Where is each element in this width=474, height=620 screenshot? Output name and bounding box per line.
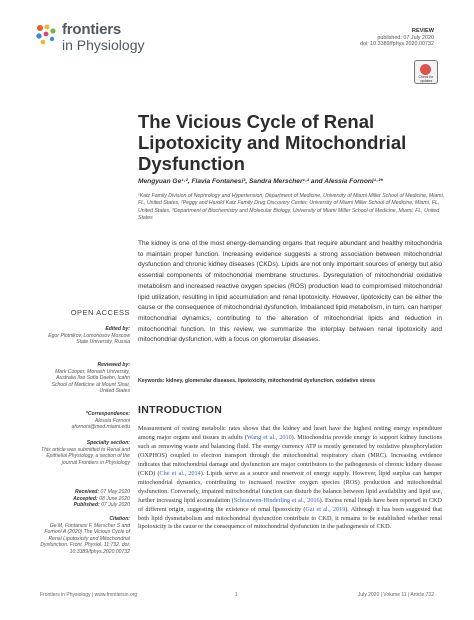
correspondence-heading: *Correspondence: bbox=[85, 411, 130, 417]
author-list: Mengyuan Ge¹·², Flavia Fontanesi³, Sandra Merscher¹·² and Alessia Fornoni¹·²* bbox=[138, 178, 383, 185]
article-title: The Vicious Cycle of Renal Lipotoxicity and Mitochondrial Dysfunction bbox=[138, 111, 407, 174]
citation-link[interactable]: Wang et al., 2010 bbox=[246, 433, 292, 441]
reviewed-by-heading: Reviewed by: bbox=[97, 362, 130, 368]
received-date: 07 May 2020 bbox=[100, 489, 130, 495]
published-date-side: 07 July 2020 bbox=[101, 502, 130, 509]
journal-logo[interactable] bbox=[34, 21, 174, 55]
published-heading: Published: bbox=[73, 502, 100, 509]
citation-link[interactable]: Gai et al., 2019 bbox=[305, 505, 346, 513]
specialty-section-block bbox=[40, 440, 130, 466]
correspondence-contact[interactable]: Alessia Fornoni afornoni@med.miami.edu bbox=[71, 417, 130, 431]
intro-text-3: ). Lipids serve as a source and reservoir of energy supply. However, lipid surplus can hamper mitochondrial dynamics, contributing to increased reactive oxygen species (ROS) production and mitochondrial dysfunction. Conversely, impaired mitochondrial function can disturb the balance between lipid availability and lipid use, further increasing lipid accumulation ( bbox=[138, 469, 442, 504]
logo-wordmark: frontiers bbox=[62, 21, 122, 38]
citation-heading: Citation: bbox=[109, 516, 130, 522]
affiliations: ¹Katz Family Division of Nephrology and Hypertension, Department of Medicine, University of Miami Miller School of Medicine, Miami, FL, United States, ²Peggy and Harold Katz Family Drug Discovery Center, University of Miami Miller School of Medicine, Miami, FL, United States, ³Department of Biochemistry and Molecular Biology, University of Miami Miller School of Medicine, Miami, FL, United States bbox=[138, 193, 445, 221]
accepted-date: 08 June 2020 bbox=[99, 495, 130, 502]
check-updates-icon bbox=[420, 64, 431, 75]
check-for-updates-button[interactable] bbox=[414, 60, 438, 84]
edited-by-names: Egor Plotnikov, Lomonosov Moscow State University, Russia bbox=[48, 332, 130, 346]
keywords bbox=[138, 378, 442, 385]
intro-text-1: Measurement of resting metabolic rates shows that the kidney and heart have the highest resting energy expenditure among major organs and tissues in adults ( bbox=[138, 425, 442, 441]
citation-link[interactable]: Che et al., 2014 bbox=[159, 469, 201, 477]
footer-journal-link[interactable]: Frontiers in Physiology | www.frontiersin.org bbox=[40, 592, 138, 598]
reviewed-by-names: Mark Cooper, Monash University, Australia Ilse Sofia Daehn, Icahn School of Medicine at Mount Sinai, United States bbox=[51, 368, 130, 395]
citation-link[interactable]: Schrauwen-Hinderling et al., 2016 bbox=[233, 496, 320, 504]
specialty-text: This article was submitted to Renal and Epithelial Physiology, a section of the journal Frontiers in Physiology bbox=[41, 446, 130, 466]
keywords-label: Keywords: bbox=[138, 378, 165, 384]
introduction-text bbox=[138, 425, 442, 532]
check-updates-label: Check for updates bbox=[418, 75, 434, 83]
received-heading: Received: bbox=[75, 489, 100, 495]
intro-text-4: ). Excess renal lipids have been reported in CKD of different origin, suggesting the existence of renal lipotoxicity ( bbox=[138, 496, 442, 513]
correspondence-block bbox=[40, 411, 130, 431]
page-number: 1 bbox=[235, 592, 238, 598]
introduction-heading: INTRODUCTION bbox=[138, 404, 223, 416]
citation-text: Ge M, Fontanesi F, Merscher S and Fornoni A (2020) The Vicious Cycle of Renal Lipotoxicity and Mitochondrial Dysfunction. Front. Physiol. 11:732. doi: 10.3389/fphys.2020.00732 bbox=[40, 522, 130, 555]
published-date: published: 07 July 2020 bbox=[377, 34, 434, 41]
specialty-heading: Specialty section: bbox=[86, 440, 130, 446]
citation-block bbox=[40, 516, 130, 556]
edited-by-heading: Edited by: bbox=[105, 326, 130, 332]
article-meta-header bbox=[360, 28, 434, 48]
accepted-heading: Accepted: bbox=[73, 495, 98, 502]
intro-text-2: ). Mitochondria provide energy to support kidney functions such as removing waste and balancing fluid. The energy currency ATP is mostly generated by oxidative phosphorylation (OXPHOS) coupled to electron transport through the mitochondrial respiratory chain (MRC). Increasing evidence indicates that mitochondrial damage and dysfunction are major contributors to the pathogenesis of chronic kidney disease (CKD) ( bbox=[138, 433, 442, 477]
frontiers-logo-icon bbox=[34, 23, 58, 47]
logo-journal-name: in Physiology bbox=[62, 37, 145, 53]
article-type: REVIEW bbox=[411, 28, 434, 34]
intro-text-5: ). Although it has been suggested that both lipid dysmetabolism and mitochondrial dysfunction contribute to CKD, it remains to be established whether renal lipotoxicity is the cause or the consequence of mitochondrial dysfunction in the pathogenesis of CKD. bbox=[138, 505, 442, 531]
dates-block bbox=[40, 489, 130, 509]
abstract: The kidney is one of the most energy-demanding organs that require abundant and healthy mitochondria to maintain proper function. Increasing evidence suggests a strong association between mitochondrial dysfunction and chronic kidney diseases (CKDs). Lipids are not only important sources of energy but also essential components of mitochondrial membrane structures. Dysregulation of mitochondrial oxidative metabolism and increased reactive oxygen species (ROS) production lead to compromised mitochondrial lipid utilization, resulting in lipid accumulation and renal lipotoxicity. However, lipotoxicity can be either the cause or the consequence of mitochondrial dysfunction. Imbalanced lipid metabolism, in turn, can hamper mitochondrial dynamics, contributing to the alteration of mitochondrial lipids and reduction in mitochondrial function. In this review, we summarize the interplay between renal lipotoxicity and mitochondrial dysfunction, with a focus on glomerular diseases. bbox=[138, 240, 442, 344]
doi-link[interactable]: doi: 10.3389/fphys.2020.00732 bbox=[359, 41, 434, 48]
footer-issue-info: July 2020 | Volume 11 | Article 732 bbox=[357, 592, 434, 598]
keywords-list: kidney, glomerular diseases, lipotoxicity, mitochondrial dysfunction, oxidative stress bbox=[165, 378, 376, 384]
reviewed-by-block bbox=[40, 362, 130, 395]
open-access-label: OPEN ACCESS bbox=[70, 308, 130, 317]
edited-by-block bbox=[40, 326, 130, 346]
